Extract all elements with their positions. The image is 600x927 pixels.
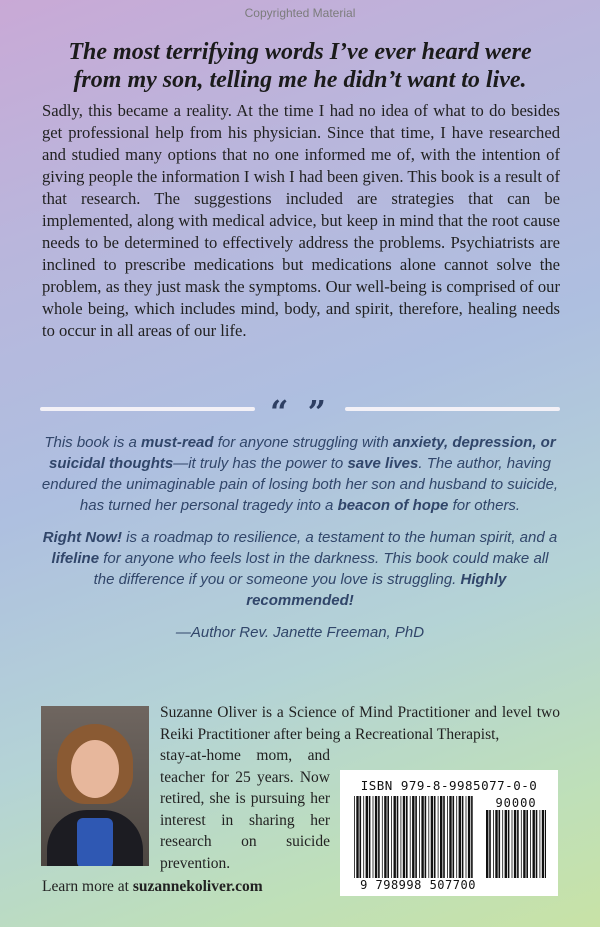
headline [20, 38, 580, 94]
barcode-bars-icon [354, 796, 474, 878]
ean-digits: 9 798998 507700 [360, 878, 476, 892]
quote-marks-icon: “ ” [270, 393, 330, 431]
review-paragraph-2: Right Now! is a roadmap to resilience, a testament to the human spirit, and a lifeline for anyone who feels lost in the darkness. This book could make all the difference if you or someone you love is struggling. Highly recommended! [42, 529, 558, 609]
isbn-number: ISBN 979-8-9985077-0-0 [360, 778, 538, 793]
price-addon-digits: 90000 [495, 796, 537, 810]
author-photo [41, 706, 149, 866]
description-paragraph: Sadly, this became a reality. At the time I had no idea of what to do besides get professional help from his physician. Since that time, I have researched and studied many options that no one informed me of, with the intention of giving people the information I wish I had been given. This book is a result of that research. The suggestions included are strategies that can be implemented, along with medical advice, but keep in mind that the root cause needs to be determined to effectively address the problems. Psychiatrists are inclined to prescribe medications but medications alone cannot solve the problem, as they just mask the symptoms. Our well-being is comprised of our whole being, which includes mind, body, and spirit, therefore, healing needs to occur in all areas of our life. [42, 101, 560, 340]
headline-line-1: The most terrifying words I’ve ever heard were [68, 39, 532, 65]
endorsement-review [40, 432, 560, 654]
divider-bar-left [40, 407, 255, 411]
addon-barcode-bars-icon [486, 810, 546, 878]
author-bio-continued: stay-at-home mom, and teacher for 25 years. Now retired, she is pursuing her interest in sharing her research on suicide prevention. [160, 747, 330, 872]
headline-line-2: from my son, telling me he didn’t want to live. [73, 67, 527, 93]
review-attribution: —Author Rev. Janette Freeman, PhD [175, 624, 425, 641]
author-bio-intro: Suzanne Oliver is a Science of Mind Practitioner and level two Reiki Practitioner after being a Recreational Therapist, [160, 704, 560, 743]
learn-more-prefix: Learn more at [42, 878, 133, 895]
learn-more-line [42, 878, 263, 896]
copyright-watermark: Copyrighted Material [244, 6, 356, 20]
author-website-link[interactable]: suzannekoliver.com [132, 878, 263, 895]
review-paragraph-1: This book is a must-read for anyone struggling with anxiety, depression, or suicidal thoughts—it truly has the power to save lives. The author, having endured the unimaginable pain of losing both her son and husband to suicide, has turned her personal tragedy into a beacon of hope for others. [41, 434, 559, 514]
divider-bar-right [345, 407, 560, 411]
quote-divider [40, 393, 560, 431]
isbn-barcode [340, 770, 558, 896]
